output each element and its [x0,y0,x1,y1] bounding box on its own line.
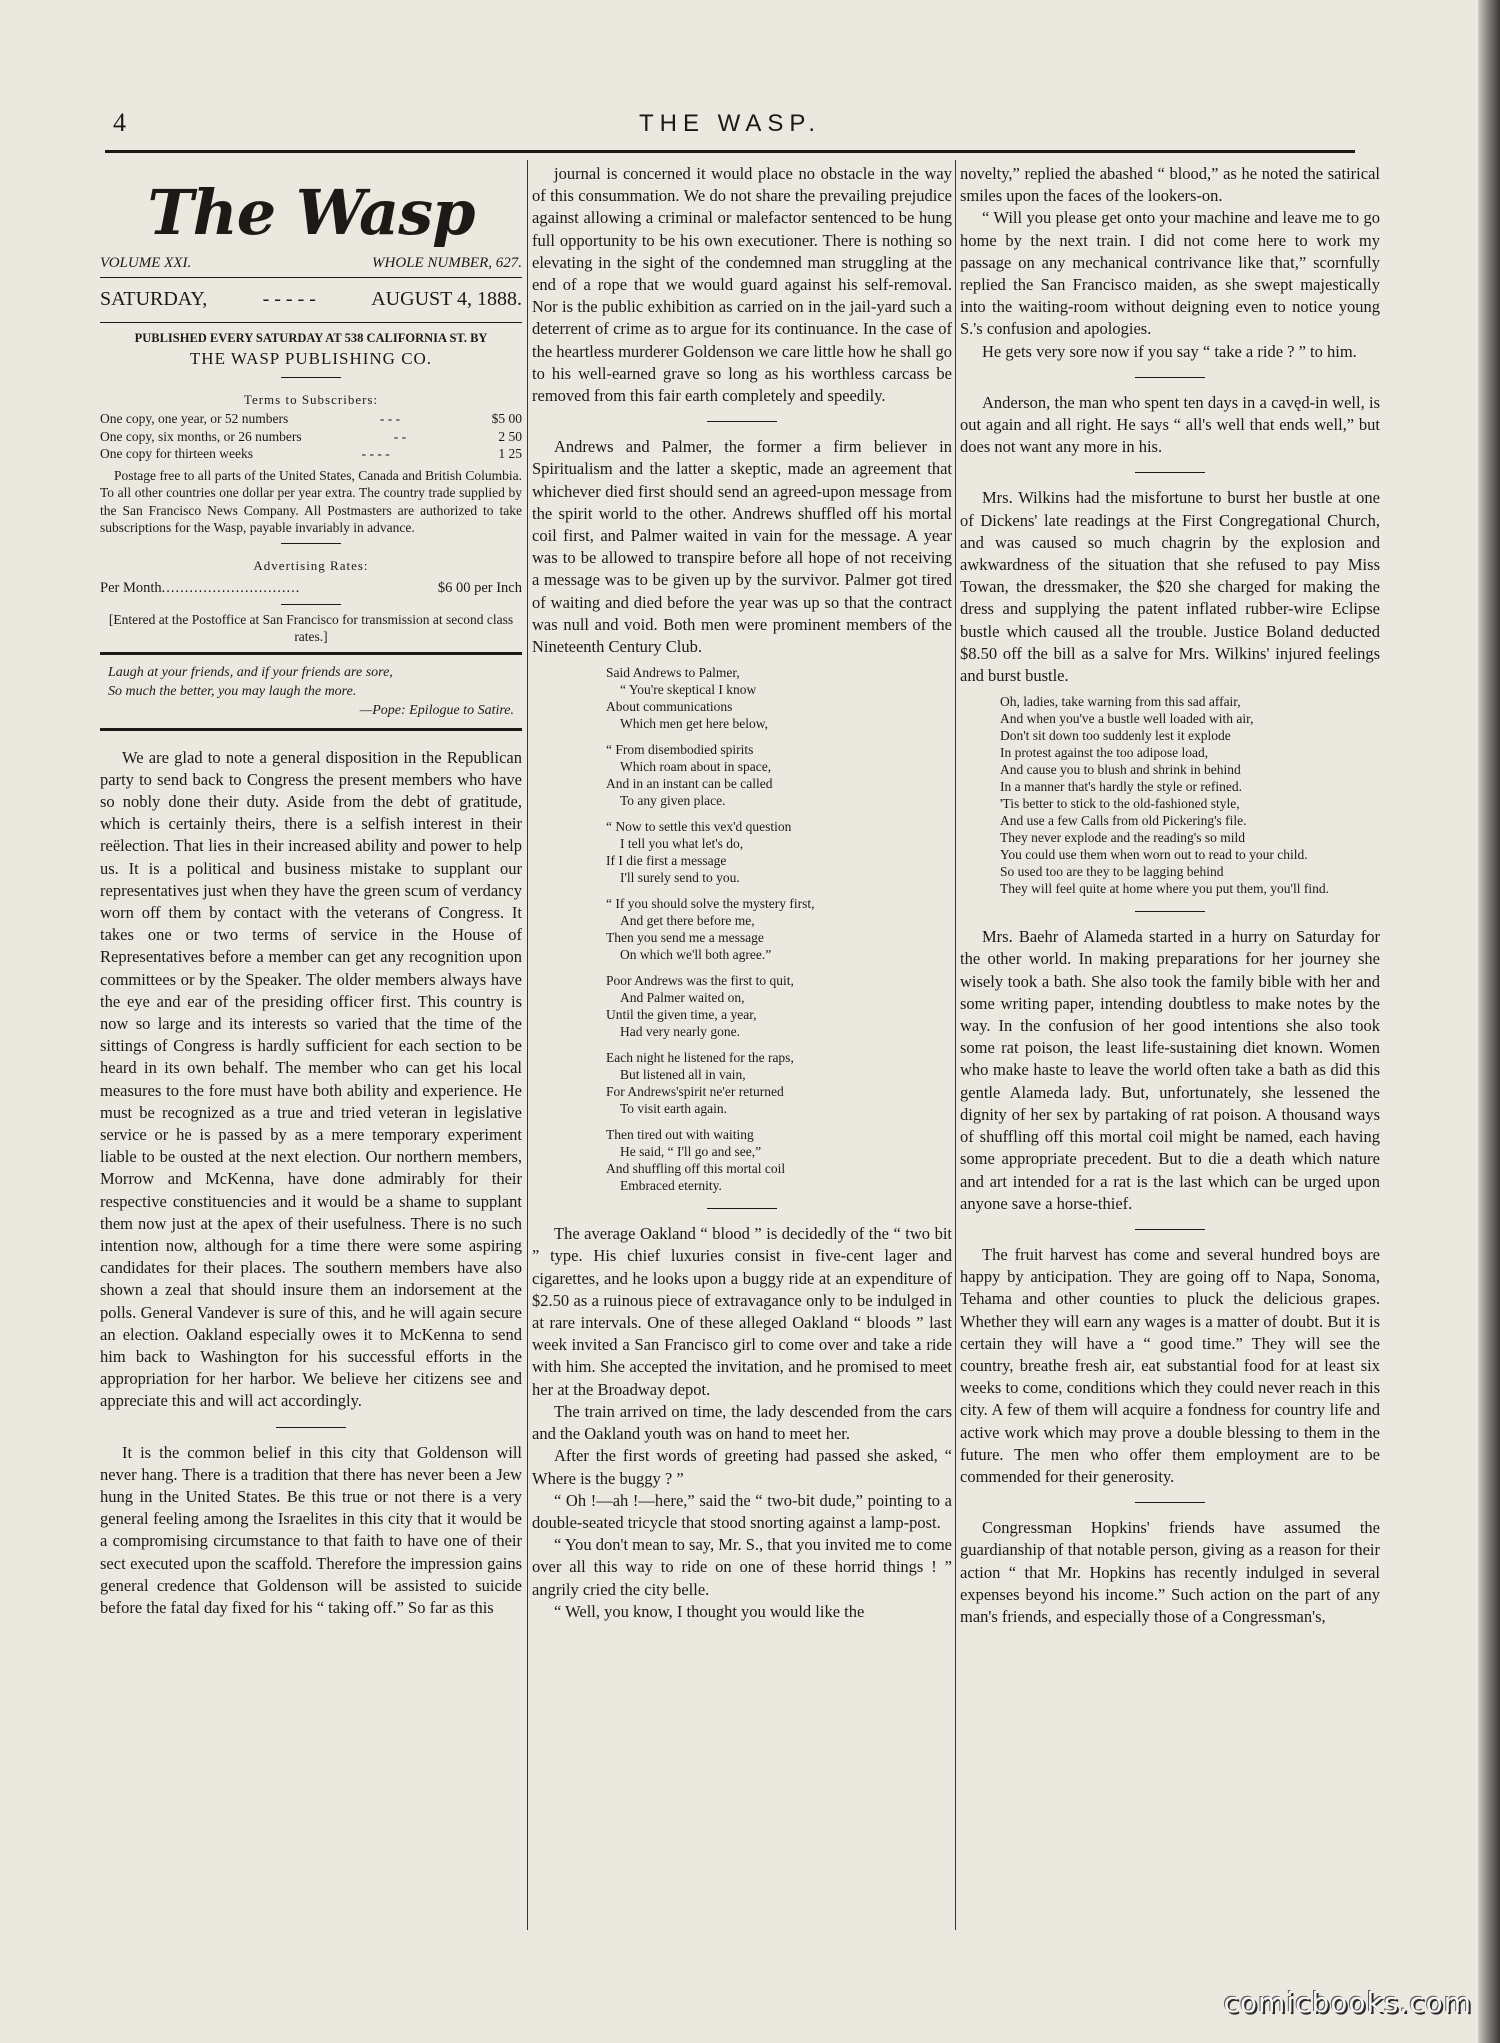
poem-line: In a manner that's hardly the style or refined. [1000,779,1242,795]
poem-line: And shuffling off this mortal coil [606,1161,786,1177]
poem-line: Oh, ladies, take warning from this sad affair, [1000,694,1241,710]
poem-line: He said, “ I'll go and see,” [620,1144,762,1160]
advertising-rate-row [100,578,522,598]
article-paragraph: “ Well, you know, I thought you would like the [554,1601,865,1621]
poem-line: Had very nearly gone. [620,1024,740,1040]
poem-line: They never explode and the reading's so mild [1000,830,1245,846]
terms-label: One copy, six months, or 26 numbers [100,428,302,444]
article-separator [1135,1502,1205,1503]
entered-note: [Entered at the Postoffice at San Francisco for transmission at second class rates.] [108,611,514,644]
poem-andrews-palmer [606,664,952,1194]
poem-bustle [1000,693,1380,897]
poem-line: “ If you should solve the mystery first, [606,896,815,912]
column-2 [532,163,952,1933]
poem-stanza [606,1049,952,1117]
poem-line: “ Now to settle this vex'd question [606,819,792,835]
epigraph-line: Laugh at your friends, and if your friends are sore, [108,664,393,680]
poem-line: To visit earth again. [620,1101,728,1117]
poem-line: On which we'll both agree.” [620,947,772,963]
poem-line: Said Andrews to Palmer, [606,665,740,681]
terms-list [100,410,522,463]
column-rule [955,160,956,1930]
divider [100,728,522,731]
terms-label: One copy, one year, or 52 numbers [100,411,289,426]
poem-line: I tell you what let's do, [620,836,744,852]
article-paragraph: He gets very sore now if you say “ take a ride ? ” to him. [982,341,1357,361]
article-paragraph: Mrs. Baehr of Alameda started in a hurry on Saturday for the other world. In making preparations for her journey she wisely took a bath. She also took the family bible with her and some writing paper, intending doubtless to make notes by the way. In the confusion of her good intentions she also took some rat poison, the least life-sustaining diet known. Women who make haste to leave the world often take a bath as did this gentle Alameda lady. But, unfortunately, she lessened the dignity of her sex by partaking of rat poison. A thousand ways of shuffling off this mortal coil might be named, each having some appropriate precedent. But to die a death which nature and art intended for a rat is the last which can be urged upon anyone save a horse-thief. [960,927,1380,1213]
volume-label: VOLUME XXI. [100,255,192,271]
poem-line: Which roam about in space, [620,759,772,775]
poem-line: You could use them when worn out to read to your child. [1000,847,1308,863]
terms-dots: - - - [379,411,401,426]
poem-line: Which men get here below, [620,716,768,732]
article-paragraph: “ Will you please get onto your machine and leave me to go home by the next train. I did not come here to work my passage on any mechanical contrivance like that,” scornfully replied the San Francisco maiden, as she swept majestically into the waiting-room without deigning even to notice young S.'s confusion and apologies. [960,208,1380,339]
divider [281,604,341,605]
postage-note: Postage free to all parts of the United States, Canada and British Columbia. To all other countries one dollar per year extra. The country trade supplied by the San Francisco News Company. All Postmasters are authorized to take subscriptions for the Wasp, payable invariably in advance. [100,467,522,535]
date-row [100,284,522,314]
date-dashes: - - - - - [262,288,316,310]
terms-price: 2 50 [498,428,522,444]
column-rule [527,160,528,1930]
terms-row [100,445,522,463]
poem-line: Each night he listened for the raps, [606,1050,794,1066]
divider [281,377,341,378]
article-separator [1135,472,1205,473]
article-separator [1135,911,1205,912]
terms-row [100,410,522,428]
divider [100,322,522,323]
whole-number-label: WHOLE NUMBER, 627. [372,255,522,271]
article-paragraph: It is the common belief in this city that Goldenson will never hang. There is a tradition that there has never been a Jew hung in the United States. Be this true or not there is a very general feeling among the Israelites in this city that it would be a compromising circumstance to that faith to have one of their sect executed upon the scaffold. Therefore the impression gains general credence that Goldenson will be assisted to suicide before the fatal day fixed for his “ taking off.” So far as this [100,1442,522,1618]
terms-label: One copy for thirteen weeks [100,446,253,461]
article-paragraph: Mrs. Wilkins had the misfortune to burst her bustle at one of Dickens' late readings at the First Congregational Church, and was caused so much chagrin by the explosion and awkwardness of the situation that she refused to pay Miss Towan, the dressmaker, the $20 she charged for making the dress and supplying the patent inflated rubber-wire Eclipse bustle which caused all the trouble. Justice Boland deducted $8.50 off the bill as a salve for Mrs. Wilkins' injured feelings and burst bustle. [960,488,1380,686]
poem-line: And Palmer waited on, [620,990,745,1006]
poem-line: So used too are they to be lagging behind [1000,864,1224,880]
epigraph-attribution: —Pope: Epilogue to Satire. [359,702,514,718]
poem-line: And use a few Calls from old Pickering's file. [1000,813,1247,829]
article-paragraph: The average Oakland “ blood ” is decidedly of the “ two bit ” type. His chief luxuries consist in five-cent lager and cigarettes, and he looks upon a buggy ride at an expenditure of $2.50 as a ruinous piece of extravagance only to be indulged in at rare intervals. One of these alleged Oakland “ bloods ” last week invited a San Francisco girl to come over and take a ride with him. She accepted the invitation, and he promised to meet her at the Broadway depot. [532,1224,952,1399]
advertising-heading: Advertising Rates: [253,557,369,573]
poem-stanza [606,972,952,1040]
article-paragraph: “ You don't mean to say, Mr. S., that you invited me to come over all this way to ride on one of these horrid things ! ” angrily cried the city belle. [532,1535,952,1599]
poem-line: Don't sit down too suddenly lest it explode [1000,728,1231,744]
article-paragraph: Anderson, the man who spent ten days in a cavęd-in well, is out again and all right. He says “ all's well that ends well,” but does not want any more in his. [960,392,1380,457]
article-paragraph: “ Oh !—ah !—here,” said the “ two-bit dude,” pointing to a double-seated tricycle that stood snorting against a lamp-post. [532,1490,952,1532]
header-rule [105,150,1355,153]
masthead-title: The Wasp [147,176,475,249]
terms-price: 1 25 [498,446,522,461]
epigraph [108,663,514,720]
poem-line: Then tired out with waiting [606,1127,754,1143]
ad-price: $6 00 per Inch [437,579,522,596]
poem-line: And when you've a bustle well loaded with air, [1000,711,1254,727]
poem-line: In protest against the too adipose load, [1000,745,1209,761]
column-3 [960,163,1380,1933]
poem-line: “ You're skeptical I know [620,682,757,698]
poem-line: Then you send me a message [606,930,764,946]
poem-line: 'Tis better to stick to the old-fashioned style, [1000,796,1240,812]
article-paragraph: The fruit harvest has come and several hundred boys are happy by anticipation. They are going off to Napa, Sonoma, Tehama and other counties to pluck the delicious grapes. Whether they will earn any wages is a matter of doubt. But it is certain they will have a “ good time.” They will see the country, breathe fresh air, eat substantial food for at least six weeks to come, conditions which they could never reach in this city. A few of them will acquire a fondness for country life and active work which may prove a double blessing to them in the future. The men who offer them employment are to be commended for their generosity. [960,1244,1380,1486]
ad-label: Per Month [100,579,162,596]
poem-stanza [606,1126,952,1194]
article-paragraph: Congressman Hopkins' friends have assumed the guardianship of that notable person, giving as a reason for their action “ that Mr. Hopkins has recently indulged in several expenses beyond his income.” Such action on the part of any man's friends, and especially those of a Congressman's, [960,1518,1380,1626]
poem-line: And cause you to blush and shrink in behind [1000,762,1241,778]
divider [281,543,341,544]
article-separator [1135,1229,1205,1230]
poem-stanza [606,741,952,809]
poem-line: And in an instant can be called [606,776,773,792]
terms-dots: - - - - [361,446,390,461]
issue-day: SATURDAY, [100,288,208,310]
divider [100,652,522,655]
poem-line: Embraced eternity. [620,1178,722,1194]
poem-stanza [606,818,952,886]
terms-price: $5 00 [491,411,522,426]
article-paragraph: novelty,” replied the abashed “ blood,” as he noted the satirical smiles upon the faces of the lookers-on. [960,164,1380,206]
issue-date: AUGUST 4, 1888. [371,288,522,310]
page-header [105,108,1355,148]
article-separator [1135,377,1205,378]
article-paragraph: After the first words of greeting had passed she asked, “ Where is the buggy ? ” [532,1446,952,1488]
terms-dots: - - [393,428,407,444]
poem-line: They will feel quite at home where you put them, you'll find. [1000,881,1329,897]
article-separator [276,1427,346,1428]
watermark-logo: comicbooks.com [1223,1986,1472,2019]
article-paragraph: journal is concerned it would place no obstacle in the way of this consummation. We do not share the prevailing prejudice against allowing a criminal or malefactor sentenced to be hung full opportunity to be his own executioner. There is nothing so elevating in the sight of the condemned man struggling at the end of a rope that we would guard against his self-removal. Nor is the public exhibition as carried on in the jail-yard such a deterrent of crime as to argue for its continuance. In the case of the heartless murderer Goldenson we care little how he shall go to his well-earned grave so long as his worthless carcass be removed from this fair earth completely and speedily. [532,164,952,406]
page-binding-shadow [1478,0,1500,2043]
poem-line: Poor Andrews was the first to quit, [606,973,794,989]
terms-heading: Terms to Subscribers: [243,392,379,407]
poem-stanza [606,895,952,963]
poem-line: For Andrews'spirit ne'er returned [606,1084,784,1100]
column-1 [100,163,522,1923]
divider [100,277,522,278]
poem-line: And get there before me, [620,913,755,929]
article-paragraph: The train arrived on time, the lady descended from the cars and the Oakland youth was on hand to meet her. [532,1401,952,1444]
poem-line: If I die first a message [606,853,727,869]
volume-row [100,253,522,273]
published-line: PUBLISHED EVERY SATURDAY AT 538 CALIFORNIA ST. BY [134,331,488,345]
article-paragraph: Andrews and Palmer, the former a firm believer in Spiritualism and the latter a skeptic, made an agreement that whichever died first should send an agreed-upon message from the spirit world to the other. Andrews shuffled off his mortal coil first, and Palmer waited in vain for the message. A year was to be allowed to transpire before all hope of not receiving a message was to be given up by the survivor. Palmer got tired of waiting and died before the year was up so that the contract was null and void. Both men were prominent members of the Nineteenth Century Club. [532,437,952,657]
poem-line: About communications [606,699,733,715]
running-title: THE WASP. [638,110,822,137]
poem-line: Until the given time, a year, [606,1007,757,1023]
article-separator [707,1208,777,1209]
article-paragraph: We are glad to note a general disposition in the Republican party to send back to Congress the present members who have so nobly done their duty. Aside from the debt of gratitude, which is certainly theirs, there is a selfish interest in their reëlection. That lies in their increased ability and power to help us. It is a political and business mistake to supplant our representatives just when they have the green scum of verdancy worn off them by contact with the veterans of Congress. It takes one or two terms of service in the House of Representatives before a member can get any recognition upon committees or by the Speaker. The older members always have the eye and ear of the presiding officer first. This country is now so large and its interests so varied that the time of the sittings of Congress is hardly sufficient for each section to be heard in its own behalf. The member who can get his local measures to the fore must have both ability and experience. He must be recognized as a true and tried veteran in legislative service or he is passed by as a mere temporary experiment liable to be ousted at the next election. Our northern members, Morrow and McKenna, have done admirably for their respective constituencies and it would be a shame to supplant them now just at the apex of their usefulness. There is no such intention now, although for a time there were some aspiring candidates for their places. The southern members have also shown a zeal that should insure them an indorsement at the polls. General Vandever is sure of this, and he will again secure an election. Oakland especially owes it to McKenna to send him back to Washington for his successful efforts in the appropriation for her harbor. We believe her citizens see and appreciate this and will act accordingly. [100,747,522,1411]
epigraph-line: So much the better, you may laugh the more. [108,683,357,699]
terms-row [100,428,522,446]
poem-stanza [606,664,952,732]
page-number: 4 [113,108,126,137]
poem-line: To any given place. [620,793,726,809]
publisher-name: THE WASP PUBLISHING CO. [189,349,433,368]
poem-line: But listened all in vain, [620,1067,746,1083]
ad-dots: .............................. [161,579,301,596]
poem-line: “ From disembodied spirits [606,742,754,758]
article-separator [707,421,777,422]
poem-line: I'll surely send to you. [620,870,740,886]
